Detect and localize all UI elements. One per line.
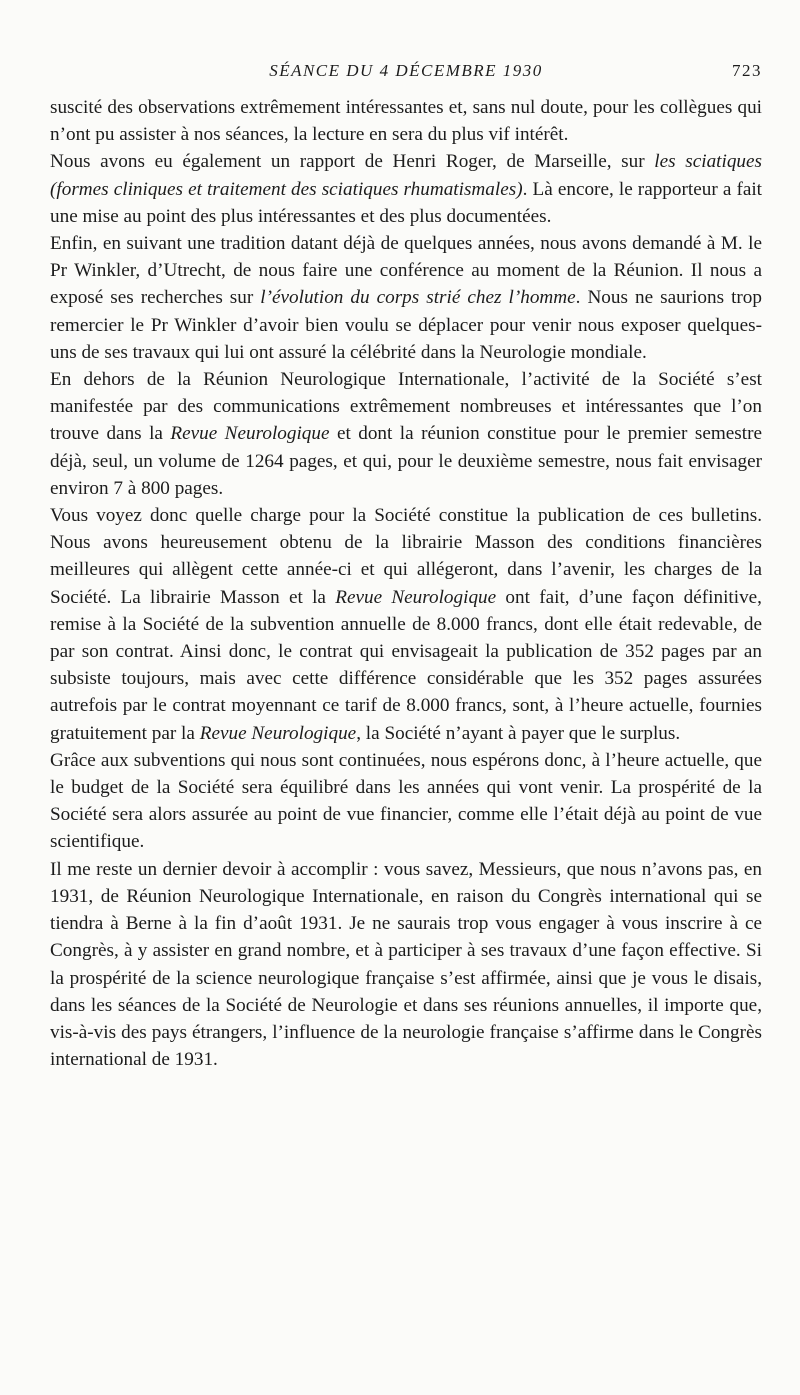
text-run: . Nous ne saurions trop remercier le Pr Winkler d’avoir bien voulu se déplacer pour venir nous exposer quelques-uns de ses travaux qui lui ont assuré la célébrité dans la Neurologie mondiale.	[50, 287, 762, 363]
paragraph-1: suscité des observations extrêmement intéressantes et, sans nul doute, pour les collègues qui n’ont pu assister à nos séances, la lecture en sera du plus vif intérêt.	[50, 97, 762, 146]
italic-title: les sciatiques (formes cliniques et traitement des sciatiques rhumatismales)	[50, 151, 762, 200]
text-run: Enfin, en suivant une tradition datant déjà de quelques années, nous avons demandé à M. le Pr Winkler, d’Utrecht, de nous faire une conférence au moment de la Réunion. Il nous a exposé ses recherches sur	[50, 233, 762, 309]
text-run: Nous avons eu également un rapport de Henri Roger, de Marseille, sur	[50, 151, 655, 173]
text-run: et dont la réunion constitue pour le premier semestre déjà, seul, un volume de 1264 pages, et qui, pour le deuxième semestre, nous fait envisager environ 7 à 800 pages.	[50, 423, 762, 499]
body-text	[50, 94, 762, 1073]
running-title: SÉANCE DU 4 DÉCEMBRE 1930	[269, 61, 543, 80]
italic-journal: Revue Neurologique	[170, 423, 330, 445]
page-number: 723	[732, 61, 762, 80]
italic-title: l’évolution du corps strié chez l’homme	[260, 287, 576, 309]
text-run: , la Société n’ayant à payer que le surplus.	[356, 722, 681, 744]
italic-journal: Revue Neurologique	[199, 722, 357, 744]
text-run: . Là encore, le rapporteur a fait une mise au point des plus intéressantes et des plus documentées.	[50, 178, 763, 227]
paragraph-6: Grâce aux subventions qui nous sont continuées, nous espérons donc, à l’heure actuelle, que le budget de la Société sera équilibré dans les années qui vont venir. La prospérité de la Société sera alors assurée au point de vue financier, comme elle l’était déjà au point de vue scientifique.	[50, 749, 762, 853]
text-run: Vous voyez donc quelle charge pour la Société constitue la publication de ces bulletins. Nous avons heureusement obtenu de la librairie Masson des conditions financières meilleures qui allègent cette année-ci et qui allégeront, dans l’avenir, les charges de la Société. La librairie Masson et la	[50, 505, 762, 608]
paragraph-4	[50, 366, 762, 502]
paragraph-5	[50, 502, 762, 747]
running-header	[50, 55, 762, 89]
text-run: ont fait, d’une façon définitive, remise à la Société de la subvention annuelle de 8.000 francs, dont elle était redevable, de par son contrat. Ainsi donc, le contrat qui envisageait la publication de 352 pages par an subsiste toujours, mais avec cette différence considérable que les 352 pages assurées autrefois par le contrat moyennant ce tarif de 8.000 francs, sont, à l’heure actuelle, fournies gratuitement par la	[50, 586, 762, 744]
paragraph-2	[50, 148, 762, 230]
paragraph-3	[50, 230, 762, 366]
text-run: En dehors de la Réunion Neurologique Internationale, l’activité de la Société s’est manifestée par des communications extrêmement nombreuses et intéressantes que l’on trouve dans la	[50, 369, 762, 445]
italic-journal: Revue Neurologique	[335, 586, 497, 608]
paragraph-7: Il me reste un dernier devoir à accomplir : vous savez, Messieurs, que nous n’avons pas, en 1931, de Réunion Neurologique Internationale, en raison du Congrès international qui se tiendra à Berne à la fin d’août 1931. Je ne saurais trop vous engager à vous inscrire à ce Congrès, à y assister en grand nombre, et à participer à ses travaux d’une façon effective. Si la prospérité de la science neurologique française s’est affirmée, ainsi que je vous le disais, dans les séances de la Société de Neurologie et dans ses réunions annuelles, il importe que, vis-à-vis des pays étrangers, l’influence de la neurologie française s’affirme dans le Congrès international de 1931.	[50, 858, 762, 1071]
